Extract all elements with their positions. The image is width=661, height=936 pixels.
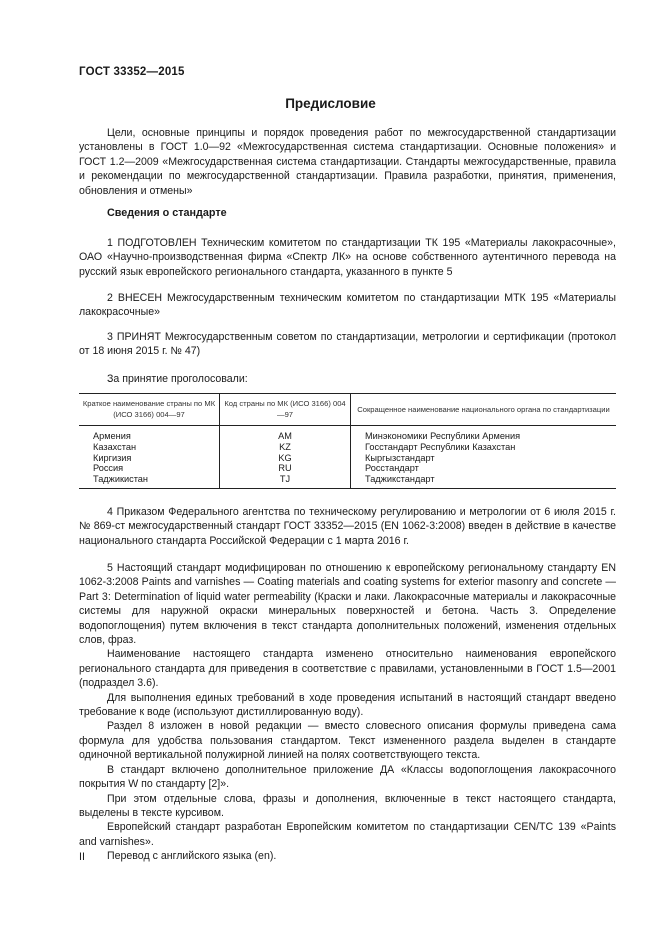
item3-paragraph: 3 ПРИНЯТ Межгосударственным советом по стандартизации, метрологии и сертификации (протокол от 18 июня 2015 г. № 47) (79, 331, 616, 358)
table-row (79, 474, 616, 488)
item2-paragraph: 2 ВНЕСЕН Межгосударственным техническим комитетом по стандартизации МТК 195 «Материалы лакокрасочные» (79, 292, 616, 319)
item5-paragraph-7: Европейский стандарт разработан Европейским комитетом по стандартизации CEN/TC 139 «Paints and varnishes». (79, 821, 616, 848)
item1-block (79, 236, 616, 279)
cell-code: RU (220, 463, 351, 474)
cell-body: Росстандарт (351, 463, 617, 474)
item5-paragraph-8: Перевод с английского языка (en). (107, 850, 277, 863)
item5-paragraph-3: Для выполнения единых требований в ходе проведения испытаний в настоящий стандарт введено требование к воде (используют дистиллированную воду). (79, 691, 616, 719)
column-header-country: Краткое наименование страны по МК (ИСО 3166) 004—97 (79, 394, 220, 426)
vote-intro: За принятие проголосовали: (107, 373, 248, 385)
item5-paragraph-1: 5 Настоящий стандарт модифицирован по отношению к европейскому региональному стандарту EN 1062-3:2008 Paints and varnishes — Coating materials and coating systems for exterior masonry and concrete — Part 3: Determination of liquid water permeability (Краски и лаки. Лакокрасочные материалы и лакокрасочные системы для наружной окраски минеральных поверхностей и бетона. Часть 3. Определение водопоглощения) путем включения в текст стандарта дополнительных положений, изменения отдельных слов, фраз. (79, 562, 616, 647)
cell-country: Таджикистан (79, 474, 220, 488)
item4-block (79, 505, 616, 548)
item5-paragraph-4: Раздел 8 изложен в новой редакции — вместо словесного описания формулы приведена сама формула для удобства пользования стандартом. Текст измененного раздела выделен в стандарте одиночной вертикальной полужирной линией на полях соответствующего текста. (79, 720, 616, 762)
item1-paragraph: 1 ПОДГОТОВЛЕН Техническим комитетом по стандартизации ТК 195 «Материалы лакокрасочные», ОАО «Научно-производственная фирма «Спектр ЛК» на основе собственного аутентичного перевода на русский язык европейского регионального стандарта, указанного в пункте 5 (79, 237, 616, 278)
cell-body: Кыргызстандарт (351, 453, 617, 464)
item4-paragraph: 4 Приказом Федерального агентства по техническому регулированию и метрологии от 6 июля 2015 г. № 869-ст межгосударственный стандарт ГОСТ 33352—2015 (EN 1062-3:2008) введен в действие в качестве национального стандарта Российской Федерации с 1 марта 2016 г. (79, 506, 616, 547)
item5-paragraph-2: Наименование настоящего стандарта изменено относительно наименования европейского регионального стандарта для приведения в соответствие с правилами, установленными в ГОСТ 1.5—2001 (подраздел 3.6). (79, 648, 616, 690)
cell-country: Армения (93, 431, 131, 441)
intro-block (79, 126, 616, 198)
column-header-body: Сокращенное наименование национального органа по стандартизации (351, 394, 617, 426)
item2-block (79, 291, 616, 320)
cell-country: Казахстан (93, 441, 137, 452)
cell-body: Минэкономики Республики Армения (351, 426, 617, 442)
column-header-code: Код страны по МК (ИСО 3166) 004—97 (220, 394, 351, 426)
table-row (79, 426, 616, 442)
cell-country: Россия (93, 463, 124, 474)
table-row (79, 453, 616, 464)
cell-body: Госстандарт Республики Казахстан (351, 442, 617, 453)
cell-code: TJ (220, 474, 351, 488)
item5-paragraph-5: В стандарт включено дополнительное приложение ДА «Классы водопоглощения лакокрасочного покрытия W по стандарту [2]». (79, 763, 616, 791)
table-row (79, 463, 616, 474)
item3-block (79, 330, 616, 359)
page-title: Предисловие (285, 96, 376, 111)
document-header: ГОСТ 33352—2015 (79, 66, 185, 78)
cell-code: KZ (220, 442, 351, 453)
voting-table (79, 393, 616, 489)
cell-code: AM (220, 426, 351, 442)
cell-code: KG (220, 453, 351, 464)
cell-body: Таджикстандарт (351, 474, 617, 488)
cell-country: Киргизия (93, 452, 132, 463)
section-title: Сведения о стандарте (107, 207, 227, 219)
page-number: II (79, 851, 85, 863)
item5-paragraph-6: При этом отдельные слова, фразы и дополнения, включенные в текст настоящего стандарта, выделены в тексте курсивом. (79, 792, 616, 819)
table-header-row (79, 394, 616, 426)
item5-block (79, 561, 616, 864)
intro-paragraph: Цели, основные принципы и порядок проведения работ по межгосударственной стандартизации установлены в ГОСТ 1.0—92 «Межгосударственная система стандартизации. Основные положения» и ГОСТ 1.2—2009 «Межгосударственная система стандартизации. Стандарты межгосударственные, правила и рекомендации по межгосударственной стандартизации. Правила разработки, принятия, применения, обновления и отмены» (79, 127, 616, 197)
table-row (79, 442, 616, 453)
